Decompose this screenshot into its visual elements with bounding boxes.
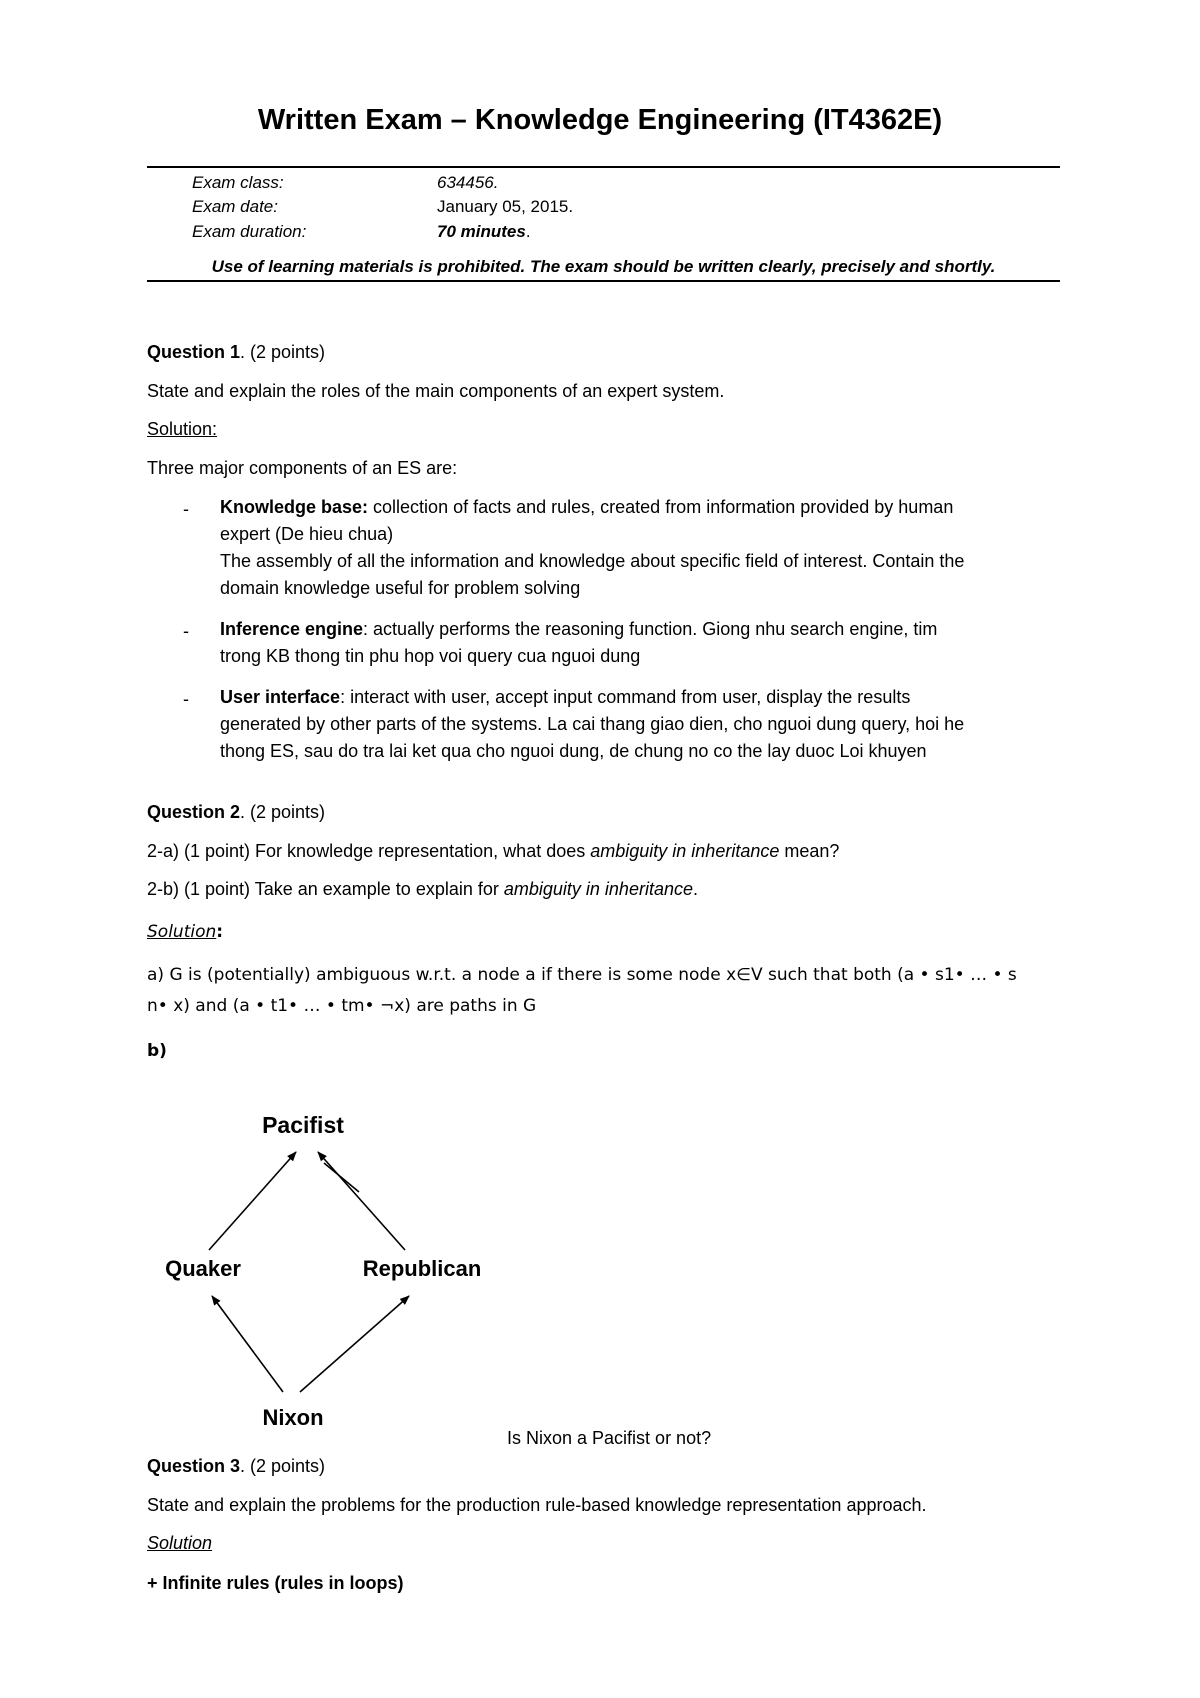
bullet-dash: - <box>183 689 189 709</box>
q2a-end: mean? <box>779 841 840 861</box>
q2-solution-a-line2: n• x) and (a • t1• … • tm• ¬x) are paths in G <box>147 996 537 1016</box>
list-item-user-interface <box>220 684 964 765</box>
list-item-line: trong KB thong tin phu hop voi query cua nguoi dung <box>220 646 641 666</box>
term-knowledge-base: Knowledge base: <box>220 497 369 517</box>
q2-points: . (2 points) <box>240 802 326 822</box>
top-rule <box>147 166 1060 168</box>
exam-class-label: Exam class: <box>192 173 284 192</box>
exam-class-value: 634456. <box>437 173 499 192</box>
list-item-line: thong ES, sau do tra lai ket qua cho nguoi dung, de chung no co the lay duoc Loi khuyen <box>220 741 927 761</box>
exam-rules-note: Use of learning materials is prohibited. The exam should be written clearly, precisely and shortly. <box>211 257 996 276</box>
q2a-emphasis: ambiguity in inheritance <box>590 841 780 861</box>
diagram-caption: Is Nixon a Pacifist or not? <box>507 1428 712 1448</box>
q2a-text: 2-a) (1 point) For knowledge representation, what does <box>147 841 591 861</box>
edge-nixon-to-republican <box>300 1296 409 1392</box>
q2-title: Question 2 <box>147 802 241 822</box>
duration-suffix: . <box>525 222 531 241</box>
line-text: collection of facts and rules, created from information provided by human <box>368 497 954 517</box>
q2-solution-colon: : <box>216 922 224 942</box>
list-item-line: The assembly of all the information and knowledge about specific field of interest. Contain the <box>220 551 965 571</box>
q2b-emphasis: ambiguity in inheritance <box>503 879 693 899</box>
term-user-interface: User interface <box>220 687 341 707</box>
page-title: Written Exam – Knowledge Engineering (IT4362E) <box>257 104 943 136</box>
q3-title: Question 3 <box>147 1456 241 1476</box>
exam-duration-value <box>437 221 531 243</box>
line-text: : actually performs the reasoning function. Giong nhu search engine, tim <box>363 619 938 639</box>
node-pacifist: Pacifist <box>262 1112 344 1138</box>
exam-duration-label: Exam duration: <box>192 222 307 241</box>
question-3-heading <box>147 1454 325 1478</box>
q2-solution-b-label: b) <box>147 1041 167 1061</box>
q2-solution-label <box>147 917 223 948</box>
line-text: : interact with user, accept input command from user, display the results <box>340 687 911 707</box>
edge-nixon-to-quaker <box>212 1296 283 1392</box>
q1-solution-label: Solution: <box>147 419 218 439</box>
q3-solution-label: Solution <box>147 1533 213 1553</box>
question-2b <box>147 877 698 901</box>
edge-quaker-to-pacifist <box>209 1152 296 1250</box>
question-1-prompt: State and explain the roles of the main components of an expert system. <box>147 381 725 401</box>
bullet-dash: - <box>183 499 189 519</box>
node-quaker: Quaker <box>165 1256 241 1281</box>
duration-text: 70 minutes <box>437 222 526 241</box>
q3-solution-item-1: + Infinite rules (rules in loops) <box>147 1573 404 1593</box>
list-item-knowledge-base <box>220 494 964 602</box>
question-2-heading <box>147 800 325 824</box>
negation-cross-mark <box>324 1163 359 1192</box>
exam-date-label: Exam date: <box>192 197 278 216</box>
node-republican: Republican <box>362 1256 482 1281</box>
q2-solution-a-line1: a) G is (potentially) ambiguous w.r.t. a node a if there is some node x∈V such that both (a • s1• … • s <box>147 965 1017 985</box>
q1-points: . (2 points) <box>240 342 326 362</box>
question-3-prompt: State and explain the problems for the production rule-based knowledge representation approach. <box>147 1495 927 1515</box>
list-item-inference-engine <box>220 616 937 670</box>
exam-date-value: January 05, 2015. <box>437 197 574 216</box>
list-item-line: generated by other parts of the systems. La cai thang giao dien, cho nguoi dung query, hoi he <box>220 714 965 734</box>
q2-solution-text: Solution <box>147 922 217 942</box>
node-nixon: Nixon <box>262 1405 324 1430</box>
q3-points: . (2 points) <box>240 1456 326 1476</box>
q1-intro: Three major components of an ES are: <box>147 458 458 478</box>
question-1-heading <box>147 340 325 364</box>
list-item-line <box>220 494 964 521</box>
q1-title: Question 1 <box>147 342 241 362</box>
list-item-line: domain knowledge useful for problem solving <box>220 578 581 598</box>
bottom-rule <box>147 280 1060 282</box>
term-inference-engine: Inference engine <box>220 619 364 639</box>
edge-republican-to-pacifist <box>318 1152 405 1250</box>
q2b-end: . <box>692 879 698 899</box>
list-item-line <box>220 684 964 711</box>
list-item-line <box>220 616 937 643</box>
list-item-line: expert (De hieu chua) <box>220 524 394 544</box>
q2b-text: 2-b) (1 point) Take an example to explain for <box>147 879 504 899</box>
nixon-diamond-diagram <box>150 1100 510 1440</box>
bullet-dash: - <box>183 621 189 641</box>
question-2a <box>147 839 839 863</box>
